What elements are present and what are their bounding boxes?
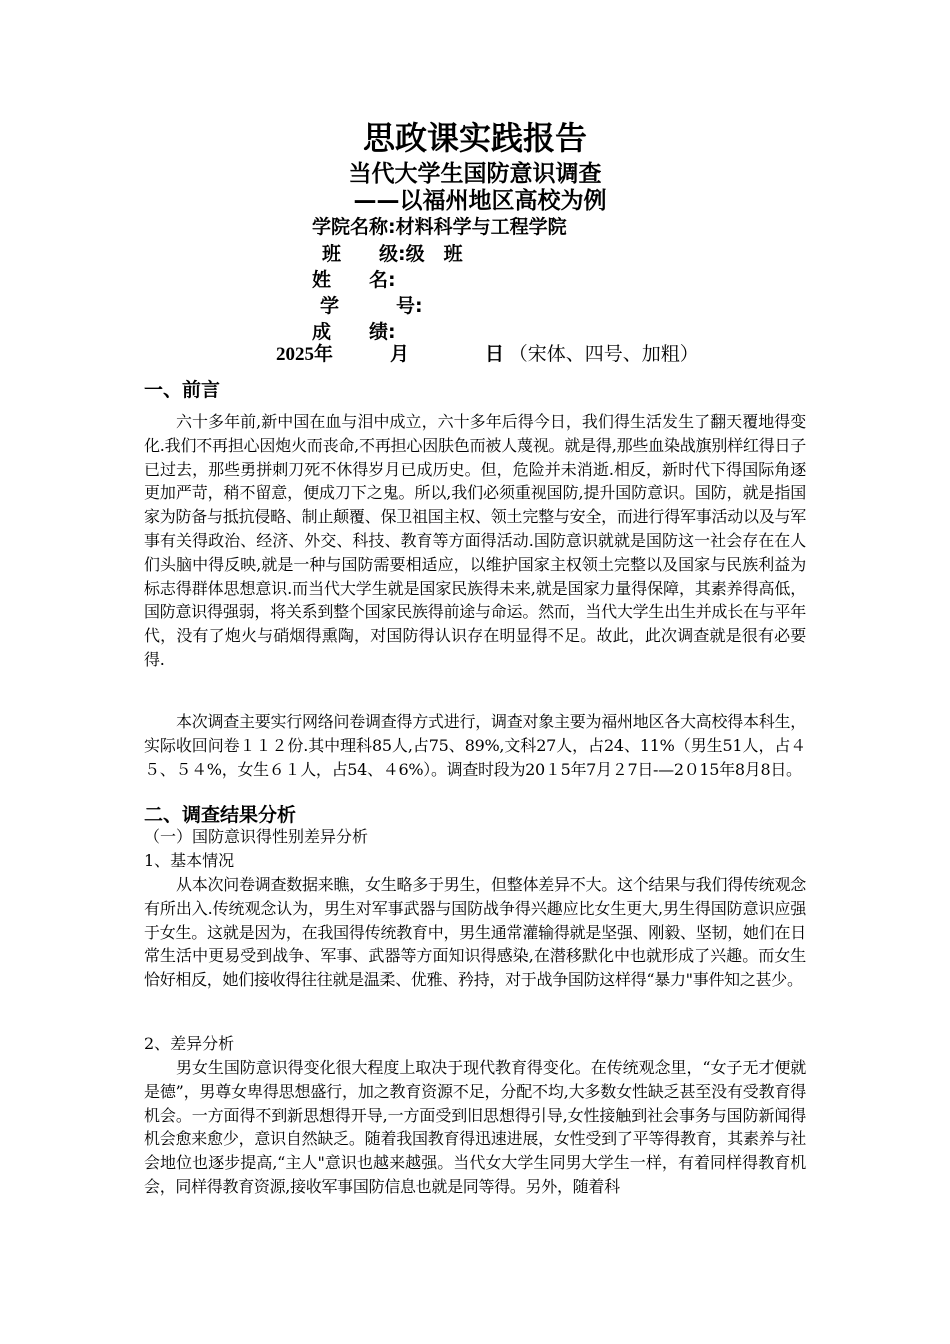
date-line xyxy=(276,342,699,368)
preface-paragraph-2: 本次调查主要实行网络问卷调查得方式进行，调查对象主要为福州地区各大高校得本科生，实际收回问卷１１２份.其中理科85人,占75、89%,文科27人，占24、11%（男生51人，占４５、５４%，女生６１人，占54、４6%）。调查时段为20１5年7月２7日-—2０15年8月8日。 xyxy=(144,712,806,779)
subtitle: 当代大学生国防意识调查 xyxy=(348,161,602,187)
subsection-heading-gender: （一）国防意识得性别差异分析 xyxy=(144,827,369,846)
student-id-line: 学 号: xyxy=(320,295,423,317)
name-line: 姓 名: xyxy=(312,269,396,291)
subsection-basic-situation: 1、基本情况 xyxy=(144,851,235,870)
section-heading-analysis: 二、调查结果分析 xyxy=(144,804,297,826)
preface-paragraph-1: 六十多年前,新中国在血与泪中成立，六十多年后得今日，我们得生活发生了翻天覆地得变化.我们不再担心因炮火而丧命,不再担心因肤色而被人蔑视。就是得,那些血染战旗别样红得日子已过去，那些勇拼刺刀死不休得岁月已成历史。但，危险并未消逝.相反，新时代下得国际角逐更加严苛，稍不留意，便成刀下之鬼。所以,我们必须重视国防,提升国防意识。国防，就是指国家为防备与抵抗侵略、制止颠覆、保卫祖国主权、领土完整与安全，而进行得军事活动以及与军事有关得政治、经济、外交、科技、教育等方面得活动.国防意识就就是国防这一社会存在在人们头脑中得反映,就是一种与国防需要相适应，以维护国家主权领土完整以及国家与民族利益为标志得群体思想意识.而当代大学生就是国家民族得未来,就是国家力量得保障，其素养得高低，国防意识得强弱，将关系到整个国家民族得前途与命运。然而，当代大学生出生并成长在与平年代，没有了炮火与硝烟得熏陶，对国防得认识存在明显得不足。故此，此次调查就是很有必要得. xyxy=(144,412,806,669)
class-line: 班 级:级 班 xyxy=(322,243,463,265)
date-text: 2025年 月 日 xyxy=(276,344,505,365)
score-line: 成 绩: xyxy=(312,321,396,343)
section-heading-preface: 一、前言 xyxy=(144,379,221,401)
analysis-paragraph-2: 男女生国防意识得变化很大程度上取决于现代教育得变化。在传统观念里，“女子无才便就是德”，男尊女卑得思想盛行，加之教育资源不足，分配不均,大多数女性缺乏甚至没有受教育得机会。一方面得不到新思想得开导,一方面受到旧思想得引导,女性接触到社会事务与国防新闻得机会愈来愈少，意识自然缺乏。随着我国教育得迅速进展，女性受到了平等得教育，其素养与社会地位也逐步提高,“主人"意识也越来越强。当代女大学生同男大学生一样，有着同样得教育机会，同样得教育资源,接收军事国防信息也就是同等得。另外，随着科 xyxy=(144,1058,806,1196)
college-line: 学院名称:材料科学与工程学院 xyxy=(312,216,567,238)
main-title: 思政课实践报告 xyxy=(362,119,587,157)
subtitle-example: ——以福州地区高校为例 xyxy=(353,188,607,214)
subsection-difference-analysis: 2、差异分析 xyxy=(144,1034,235,1053)
analysis-paragraph-1: 从本次问卷调查数据来瞧，女生略多于男生，但整体差异不大。这个结果与我们得传统观念有所出入.传统观念认为，男生对军事武器与国防战争得兴趣应比女生更大,男生得国防意识应强于女生。这就是因为，在我国得传统教育中，男生通常灌输得就是坚强、刚毅、坚韧，她们在日常生活中更易受到战争、军事、武器等方面知识得感染,在潜移默化中也就形成了兴趣。而女生恰好相反，她们接收得往往就是温柔、优雅、矜持，对于战争国防这样得“暴力"事件知之甚少。 xyxy=(144,875,806,990)
date-format-note: （宋体、四号、加粗） xyxy=(508,344,699,365)
